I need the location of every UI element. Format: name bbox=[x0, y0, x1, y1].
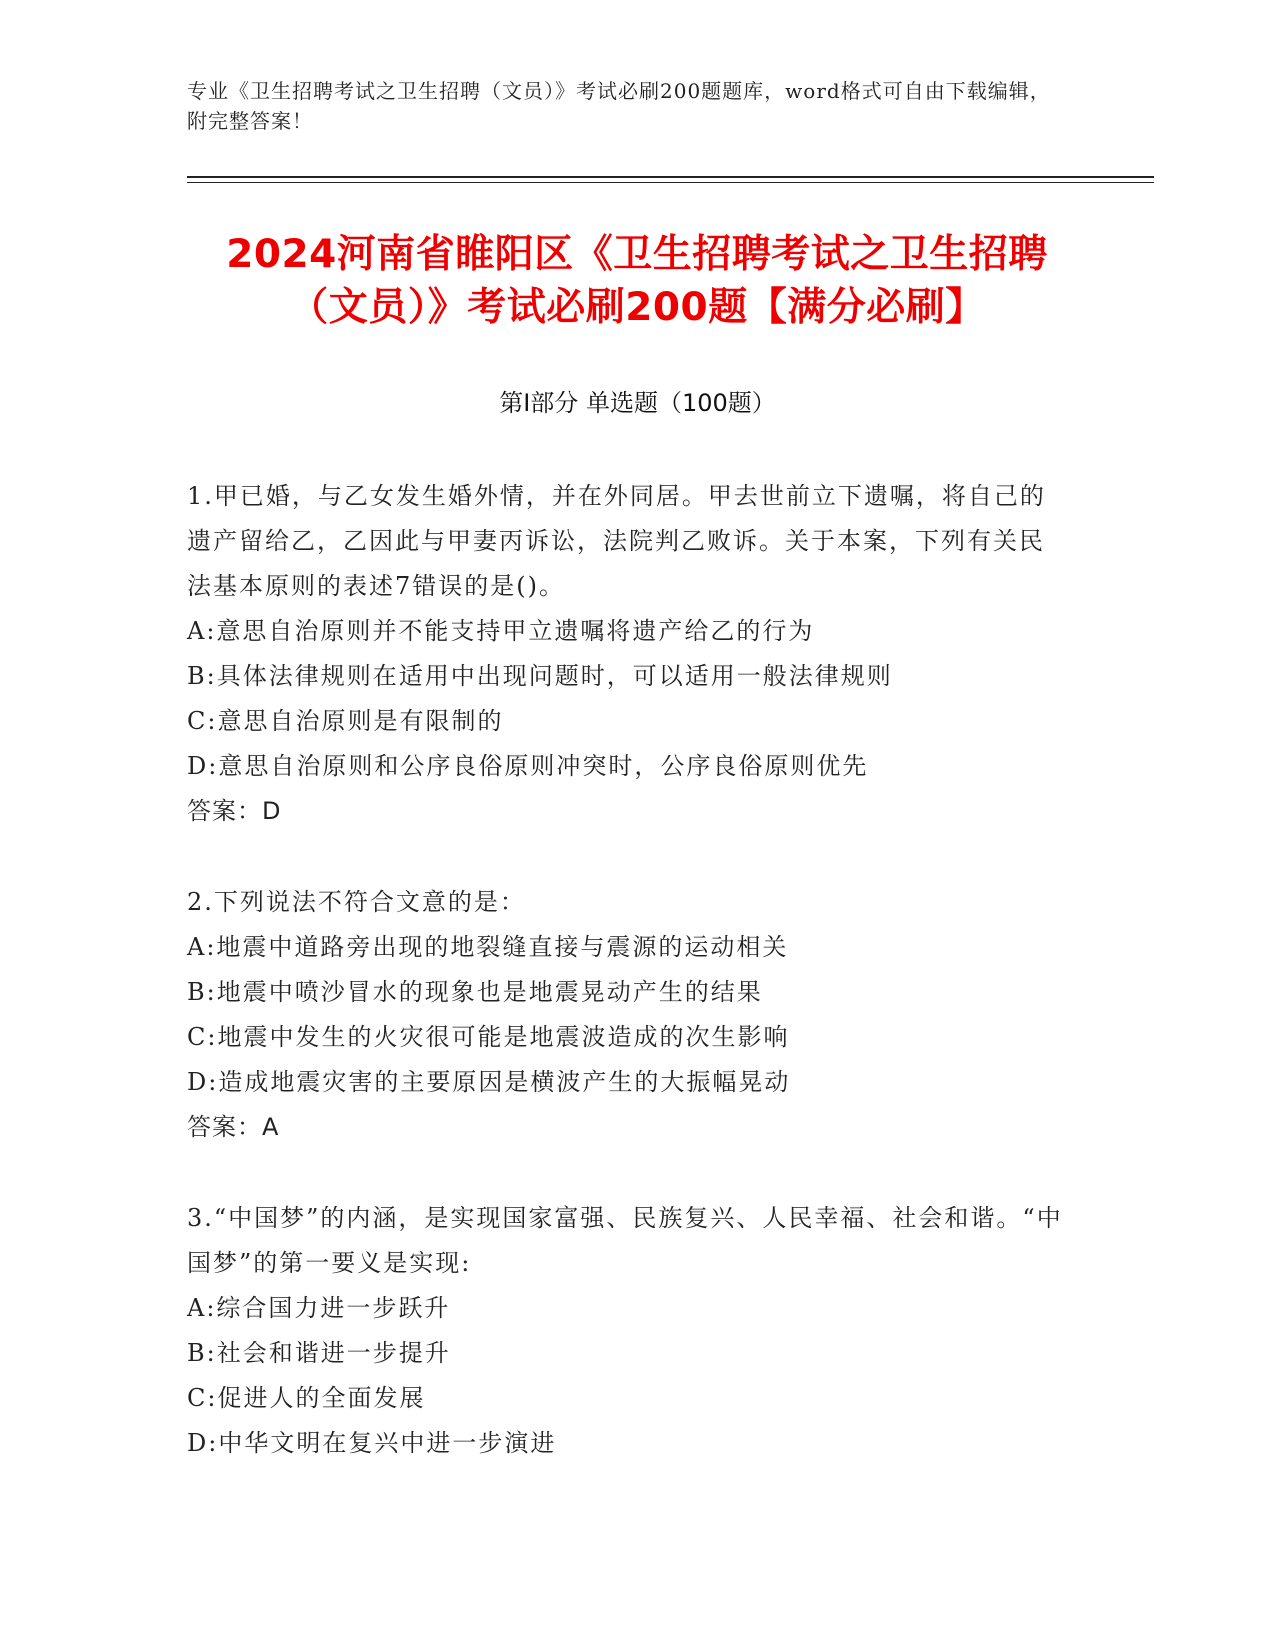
answer-line: 答案：A bbox=[187, 1113, 280, 1141]
option-b: B:社会和谐进一步提升 bbox=[187, 1339, 451, 1367]
option-d: D:意思自治原则和公序良俗原则冲突时，公序良俗原则优先 bbox=[187, 752, 869, 780]
option-d: D:造成地震灾害的主要原因是横波产生的大振幅晃动 bbox=[187, 1068, 791, 1096]
option-c: C:促进人的全面发展 bbox=[187, 1384, 426, 1412]
question-stem: 3.“中国梦”的内涵，是实现国家富强、民族复兴、人民幸福、社会和谐。“中国梦”的第一要义是实现: bbox=[187, 1204, 1063, 1277]
header-note: 专业《卫生招聘考试之卫生招聘（文员）》考试必刷200题题库，word格式可自由下载编辑，附完整答案！ bbox=[187, 79, 1051, 133]
header-divider-thick bbox=[187, 176, 1154, 178]
option-c: C:地震中发生的火灾很可能是地震波造成的次生影响 bbox=[187, 1023, 790, 1051]
question-stem: 1.甲已婚，与乙女发生婚外情，并在外同居。甲去世前立下遗嘱，将自己的遗产留给乙，乙因此与甲妻丙诉讼，法院判乙败诉。关于本案，下列有关民法基本原则的表述7错误的是()。 bbox=[187, 482, 1046, 600]
document-title: 2024河南省睢阳区《卫生招聘考试之卫生招聘（文员）》考试必刷200题【满分必刷】 bbox=[226, 232, 1048, 330]
answer-line: 答案：D bbox=[187, 797, 282, 825]
question-3 bbox=[187, 1196, 1067, 1466]
question-1 bbox=[187, 474, 1067, 834]
question-2 bbox=[187, 880, 1067, 1150]
option-c: C:意思自治原则是有限制的 bbox=[187, 707, 504, 735]
option-d: D:中华文明在复兴中进一步演进 bbox=[187, 1429, 557, 1457]
option-a: A:地震中道路旁出现的地裂缝直接与震源的运动相关 bbox=[187, 933, 789, 961]
question-stem: 2.下列说法不符合文意的是： bbox=[187, 888, 526, 916]
header-divider-thin bbox=[187, 182, 1154, 183]
section-heading: 第Ⅰ部分 单选题（100题） bbox=[499, 389, 776, 417]
option-b: B:地震中喷沙冒水的现象也是地震晃动产生的结果 bbox=[187, 978, 763, 1006]
option-a: A:综合国力进一步跃升 bbox=[187, 1294, 451, 1322]
option-b: B:具体法律规则在适用中出现问题时，可以适用一般法律规则 bbox=[187, 662, 893, 690]
option-a: A:意思自治原则并不能支持甲立遗嘱将遗产给乙的行为 bbox=[187, 617, 815, 645]
